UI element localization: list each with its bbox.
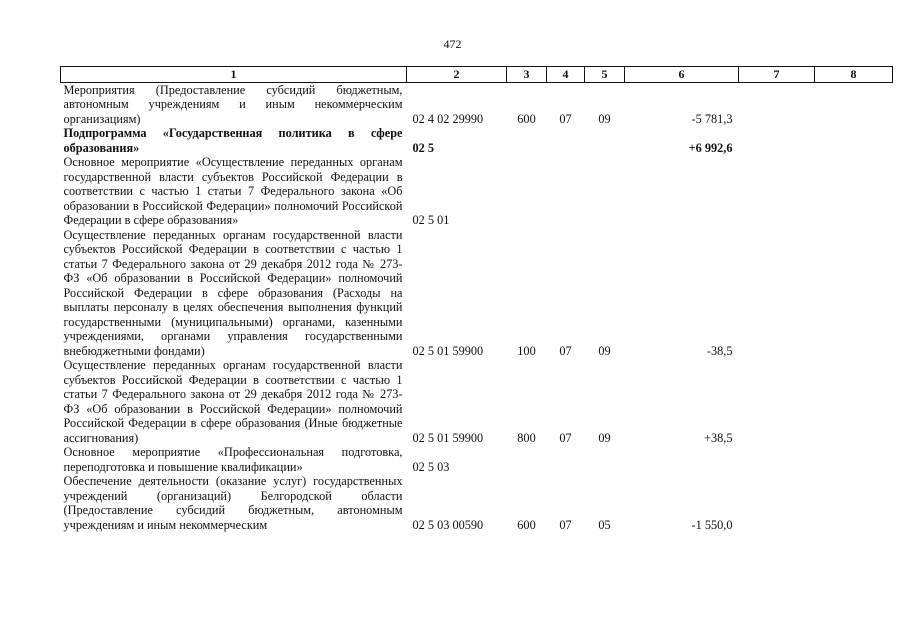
- budget-table: [60, 66, 893, 532]
- row-pr: 09: [598, 111, 611, 126]
- row-code: 02 5 01 59900: [412, 343, 484, 358]
- row-col7: [739, 358, 815, 445]
- row-vr: [507, 126, 547, 155]
- row-amount: -1 550,0: [691, 517, 733, 532]
- row-vr: 800: [517, 430, 536, 445]
- row-col7: [739, 82, 815, 126]
- row-code: 02 5 01 59900: [412, 430, 484, 445]
- column-header-6: 6: [625, 67, 739, 83]
- row-amount: +6 992,6: [688, 140, 733, 155]
- row-rz: [547, 445, 585, 474]
- row-col7: [739, 445, 815, 474]
- row-col8: [815, 82, 893, 126]
- row-rz: [547, 155, 585, 228]
- row-code: 02 5 03 00590: [412, 517, 484, 532]
- row-col7: [739, 126, 815, 155]
- column-header-2: 2: [407, 67, 507, 83]
- row-vr: 600: [517, 517, 536, 532]
- row-name: Осуществление переданных органам государственной власти субъектов Российской Федерации в соответствии с частью 1 статьи 7 Федерального закона от 29 декабря 2012 года № 273-ФЗ «Об образовании в Российской Федерации» полномочий Российской Федерации в сфере образования (Иные бюджетные ассигнования): [63, 358, 403, 445]
- table-row: [61, 155, 893, 228]
- table-row: [61, 228, 893, 359]
- column-header-3: 3: [507, 67, 547, 83]
- row-vr: [507, 445, 547, 474]
- row-col7: [739, 474, 815, 532]
- row-col8: [815, 155, 893, 228]
- row-amount: [625, 445, 739, 474]
- row-amount: -38,5: [706, 343, 733, 358]
- row-name: Обеспечение деятельности (оказание услуг) государственных учреждений (организаций) Белгородской области (Предоставление субсидий бюджетным, автономным учреждениям и иным некоммерческим: [63, 474, 403, 532]
- row-vr: 100: [517, 343, 536, 358]
- row-col8: [815, 228, 893, 359]
- column-header-4: 4: [547, 67, 585, 83]
- row-name: Основное мероприятие «Профессиональная подготовка, переподготовка и повышение квалификации»: [63, 445, 403, 474]
- row-pr: 09: [598, 343, 611, 358]
- row-code: 02 4 02 29990: [412, 111, 484, 126]
- column-header-8: 8: [815, 67, 893, 83]
- row-amount: -5 781,3: [691, 111, 733, 126]
- row-col8: [815, 126, 893, 155]
- table-row: [61, 358, 893, 445]
- column-header-1: 1: [61, 67, 407, 83]
- table-row: [61, 82, 893, 126]
- row-code: 02 5: [412, 140, 435, 155]
- row-rz: 07: [559, 517, 572, 532]
- row-code: 02 5 01: [412, 213, 450, 227]
- row-amount: +38,5: [704, 430, 733, 445]
- row-col7: [739, 228, 815, 359]
- table-row: [61, 445, 893, 474]
- row-col8: [815, 358, 893, 445]
- page-number: 472: [443, 37, 462, 51]
- row-col8: [815, 445, 893, 474]
- row-pr: 05: [598, 517, 611, 532]
- row-col7: [739, 155, 815, 228]
- row-vr: 600: [517, 111, 536, 126]
- table-row: [61, 126, 893, 155]
- row-rz: 07: [559, 111, 572, 126]
- table-header-row: [61, 67, 893, 83]
- row-vr: [507, 155, 547, 228]
- row-rz: 07: [559, 343, 572, 358]
- row-name: Осуществление переданных органам государственной власти субъектов Российской Федерации в соответствии с частью 1 статьи 7 Федерального закона от 29 декабря 2012 года № 273-ФЗ «Об образовании в Российской Федерации» полномочий Российской Федерации в сфере образования (Расходы на выплаты персоналу в целях обеспечения выполнения функций государственными (муниципальными) органами, казенными учреждениями, органами управления государственными внебюджетными фондами): [63, 227, 403, 358]
- row-rz: 07: [559, 430, 572, 445]
- row-pr: [585, 155, 625, 228]
- column-header-7: 7: [739, 67, 815, 83]
- row-pr: 09: [598, 430, 611, 445]
- row-rz: [547, 126, 585, 155]
- row-code: 02 5 03: [412, 459, 450, 474]
- table-row: [61, 474, 893, 532]
- row-name: Мероприятия (Предоставление субсидий бюджетным, автономным учреждениям и иным некоммерческим организациям): [63, 82, 403, 126]
- row-name: Основное мероприятие «Осуществление переданных органам государственной власти субъектов Российской Федерации в соответствии с частью 1 статьи 7 Федерального закона «Об образовании в Российской Федерации» полномочий Российской Федерации в сфере образования»: [63, 155, 403, 227]
- row-name: Подпрограмма «Государственная политика в сфере образования»: [63, 126, 403, 155]
- row-pr: [585, 445, 625, 474]
- row-pr: [585, 126, 625, 155]
- row-col8: [815, 474, 893, 532]
- column-header-5: 5: [585, 67, 625, 83]
- row-amount: [625, 155, 739, 228]
